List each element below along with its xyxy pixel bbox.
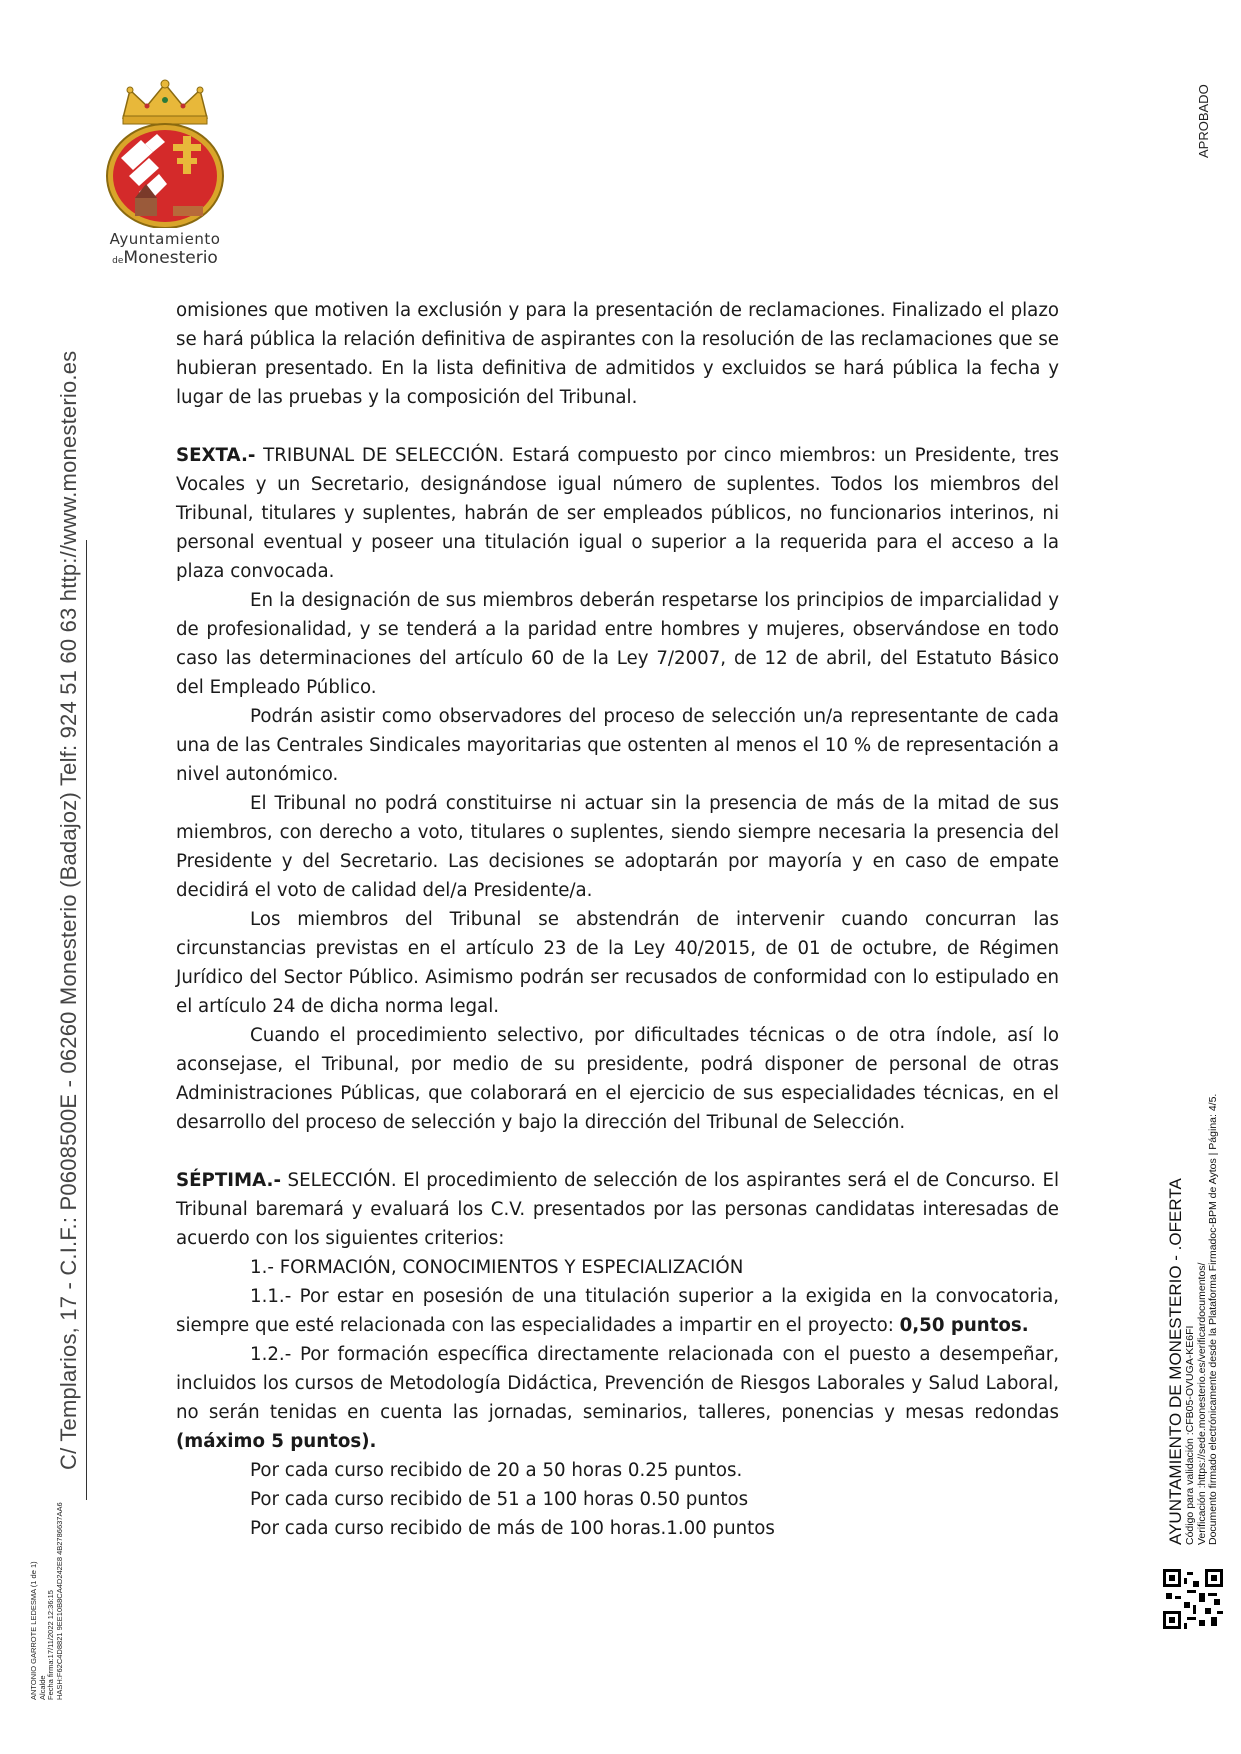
- coat-of-arms-icon: [95, 78, 235, 228]
- signature-signer: ANTONIO GARROTE LEDESMA (1 de 1): [29, 1561, 38, 1700]
- course-points-1: Por cada curso recibido de 20 a 50 horas 0.25 puntos.: [250, 1460, 743, 1481]
- signature-block: [30, 1502, 64, 1700]
- verification-url[interactable]: Verificación :https://sede.monesterio.es/verificardocumentos/: [1195, 1262, 1208, 1545]
- paragraph-constitucion: El Tribunal no podrá constituirse ni actuar sin la presencia de más de la mitad de sus miembros, con derecho a voto, titulares o suplentes, siendo siempre necesaria la presencia del Presidente y del Secretario. Las decisiones se adoptarán por mayoría y en caso de empate decidirá el voto de calidad del/a Presidente/a.: [176, 793, 1059, 901]
- criteria-1-1: 1.1.- Por estar en posesión de una titulación superior a la exigida en la convocatoria, siempre que esté relacionada con las especialidades a impartir en el proyecto: 0,50 puntos.: [176, 1286, 1059, 1336]
- municipal-logo: [95, 78, 235, 268]
- paragraph-sexta: SEXTA.- TRIBUNAL DE SELECCIÓN. Estará compuesto por cinco miembros: un Presidente, tres Vocales y un Secretario, designándose igual número de suplentes. Todos los miembros del Tribunal, titulares y suplentes, habrán de ser empleados públicos, no funcionarios interinos, ni personal eventual y poseer una titulación igual o superior a la requerida para el acceso a la plaza convocada.: [176, 445, 1059, 582]
- paragraph-designacion: En la designación de sus miembros deberán respetarse los principios de imparcialidad y de profesionalidad, y se tenderá a la paridad entre hombres y mujeres, observándose en todo caso las determinaciones del artículo 60 de la Ley 7/2007, de 12 de abril, del Estatuto Básico del Empleado Público.: [176, 590, 1059, 698]
- paragraph-observadores: Podrán asistir como observadores del proceso de selección un/a representante de cada una de las Centrales Sindicales mayoritarias que ostenten al menos el 10 % de representación a nivel autonómico.: [176, 706, 1059, 785]
- paragraph-reclamaciones: omisiones que motiven la exclusión y para la presentación de reclamaciones. Finalizado el plazo se hará pública la relación definitiva de aspirantes con la resolución de las reclamaciones que se hubieran presentado. En la lista definitiva de admitidos y excluidos se hará pública la fecha y lugar de las pruebas y la composición del Tribunal.: [176, 300, 1059, 408]
- criteria-1-2: 1.2.- Por formación específica directamente relacionada con el puesto a desempeñar, incluidos los cursos de Metodología Didáctica, Prevención de Riesgos Laborales y Salud Laboral, no serán tenidas en cuenta las jornadas, seminarios, talleres, ponencias y mesas redondas (máximo 5 puntos).: [176, 1344, 1059, 1452]
- logo-text-monesterio: deMonesterio: [112, 248, 218, 268]
- document-body: [176, 296, 1059, 1543]
- verification-block: [1166, 1094, 1220, 1545]
- signature-hash: HASH:F62C4D8821 9EE10B8CA4D242E8 4B2786637AA6: [54, 1502, 64, 1700]
- criteria-heading: 1.- FORMACIÓN, CONOCIMIENTOS Y ESPECIALIZACIÓN: [250, 1257, 744, 1278]
- verification-title: AYUNTAMIENTO DE MONESTERIO - .OFERTA: [1166, 1178, 1185, 1545]
- logo-text-ayuntamiento: Ayuntamiento: [109, 230, 221, 248]
- approved-stamp: APROBADO: [1196, 84, 1211, 158]
- verification-footer: Documento firmado electrónicamente desde la Plataforma Firmadoc-BPM de Aytos | Página: 4/5.: [1207, 1093, 1219, 1545]
- verification-code: Código para validación :CFB05-OVUGA-KE6FI: [1184, 1325, 1196, 1545]
- course-points-2: Por cada curso recibido de 51 a 100 horas 0.50 puntos: [250, 1489, 749, 1510]
- section-label-septima: SÉPTIMA.-: [176, 1170, 281, 1191]
- margin-divider: [86, 540, 87, 1500]
- qr-code-icon[interactable]: [1163, 1568, 1223, 1630]
- paragraph-abstencion: Los miembros del Tribunal se abstendrán de intervenir cuando concurran las circunstancias previstas en el artículo 23 de la Ley 40/2015, de 01 de octubre, de Régimen Jurídico del Sector Público. Asimismo podrán ser recusados de conformidad con lo estipulado en el artículo 24 de dicha norma legal.: [176, 909, 1059, 1017]
- course-points-3: Por cada curso recibido de más de 100 horas.1.00 puntos: [250, 1518, 775, 1539]
- signature-date: Fecha firma:17/11/2022 12:36:15: [46, 1590, 55, 1700]
- signature-role: Alcalde: [37, 1675, 47, 1700]
- paragraph-procedimiento: Cuando el procedimiento selectivo, por dificultades técnicas o de otra índole, así lo aconsejase, el Tribunal, por medio de su presidente, podrá disponer de personal de otras Administraciones Públicas, que colaborará en el ejercicio de sus especialidades técnicas, en el desarrollo del proceso de selección y bajo la dirección del Tribunal de Selección.: [176, 1025, 1059, 1133]
- paragraph-septima: SÉPTIMA.- SELECCIÓN. El procedimiento de selección de los aspirantes será el de Concurso. El Tribunal baremará y evaluará los C.V. presentados por las personas candidatas interesadas de acuerdo con los siguientes criterios:: [176, 1170, 1059, 1249]
- section-label-sexta: SEXTA.-: [176, 445, 256, 466]
- margin-contact-info: C/ Templarios, 17 - C.I.F.: P0608500E - 06260 Monesterio (Badajoz) Telf: 924 51 60 63 http://www.monesterio.es: [56, 350, 81, 1470]
